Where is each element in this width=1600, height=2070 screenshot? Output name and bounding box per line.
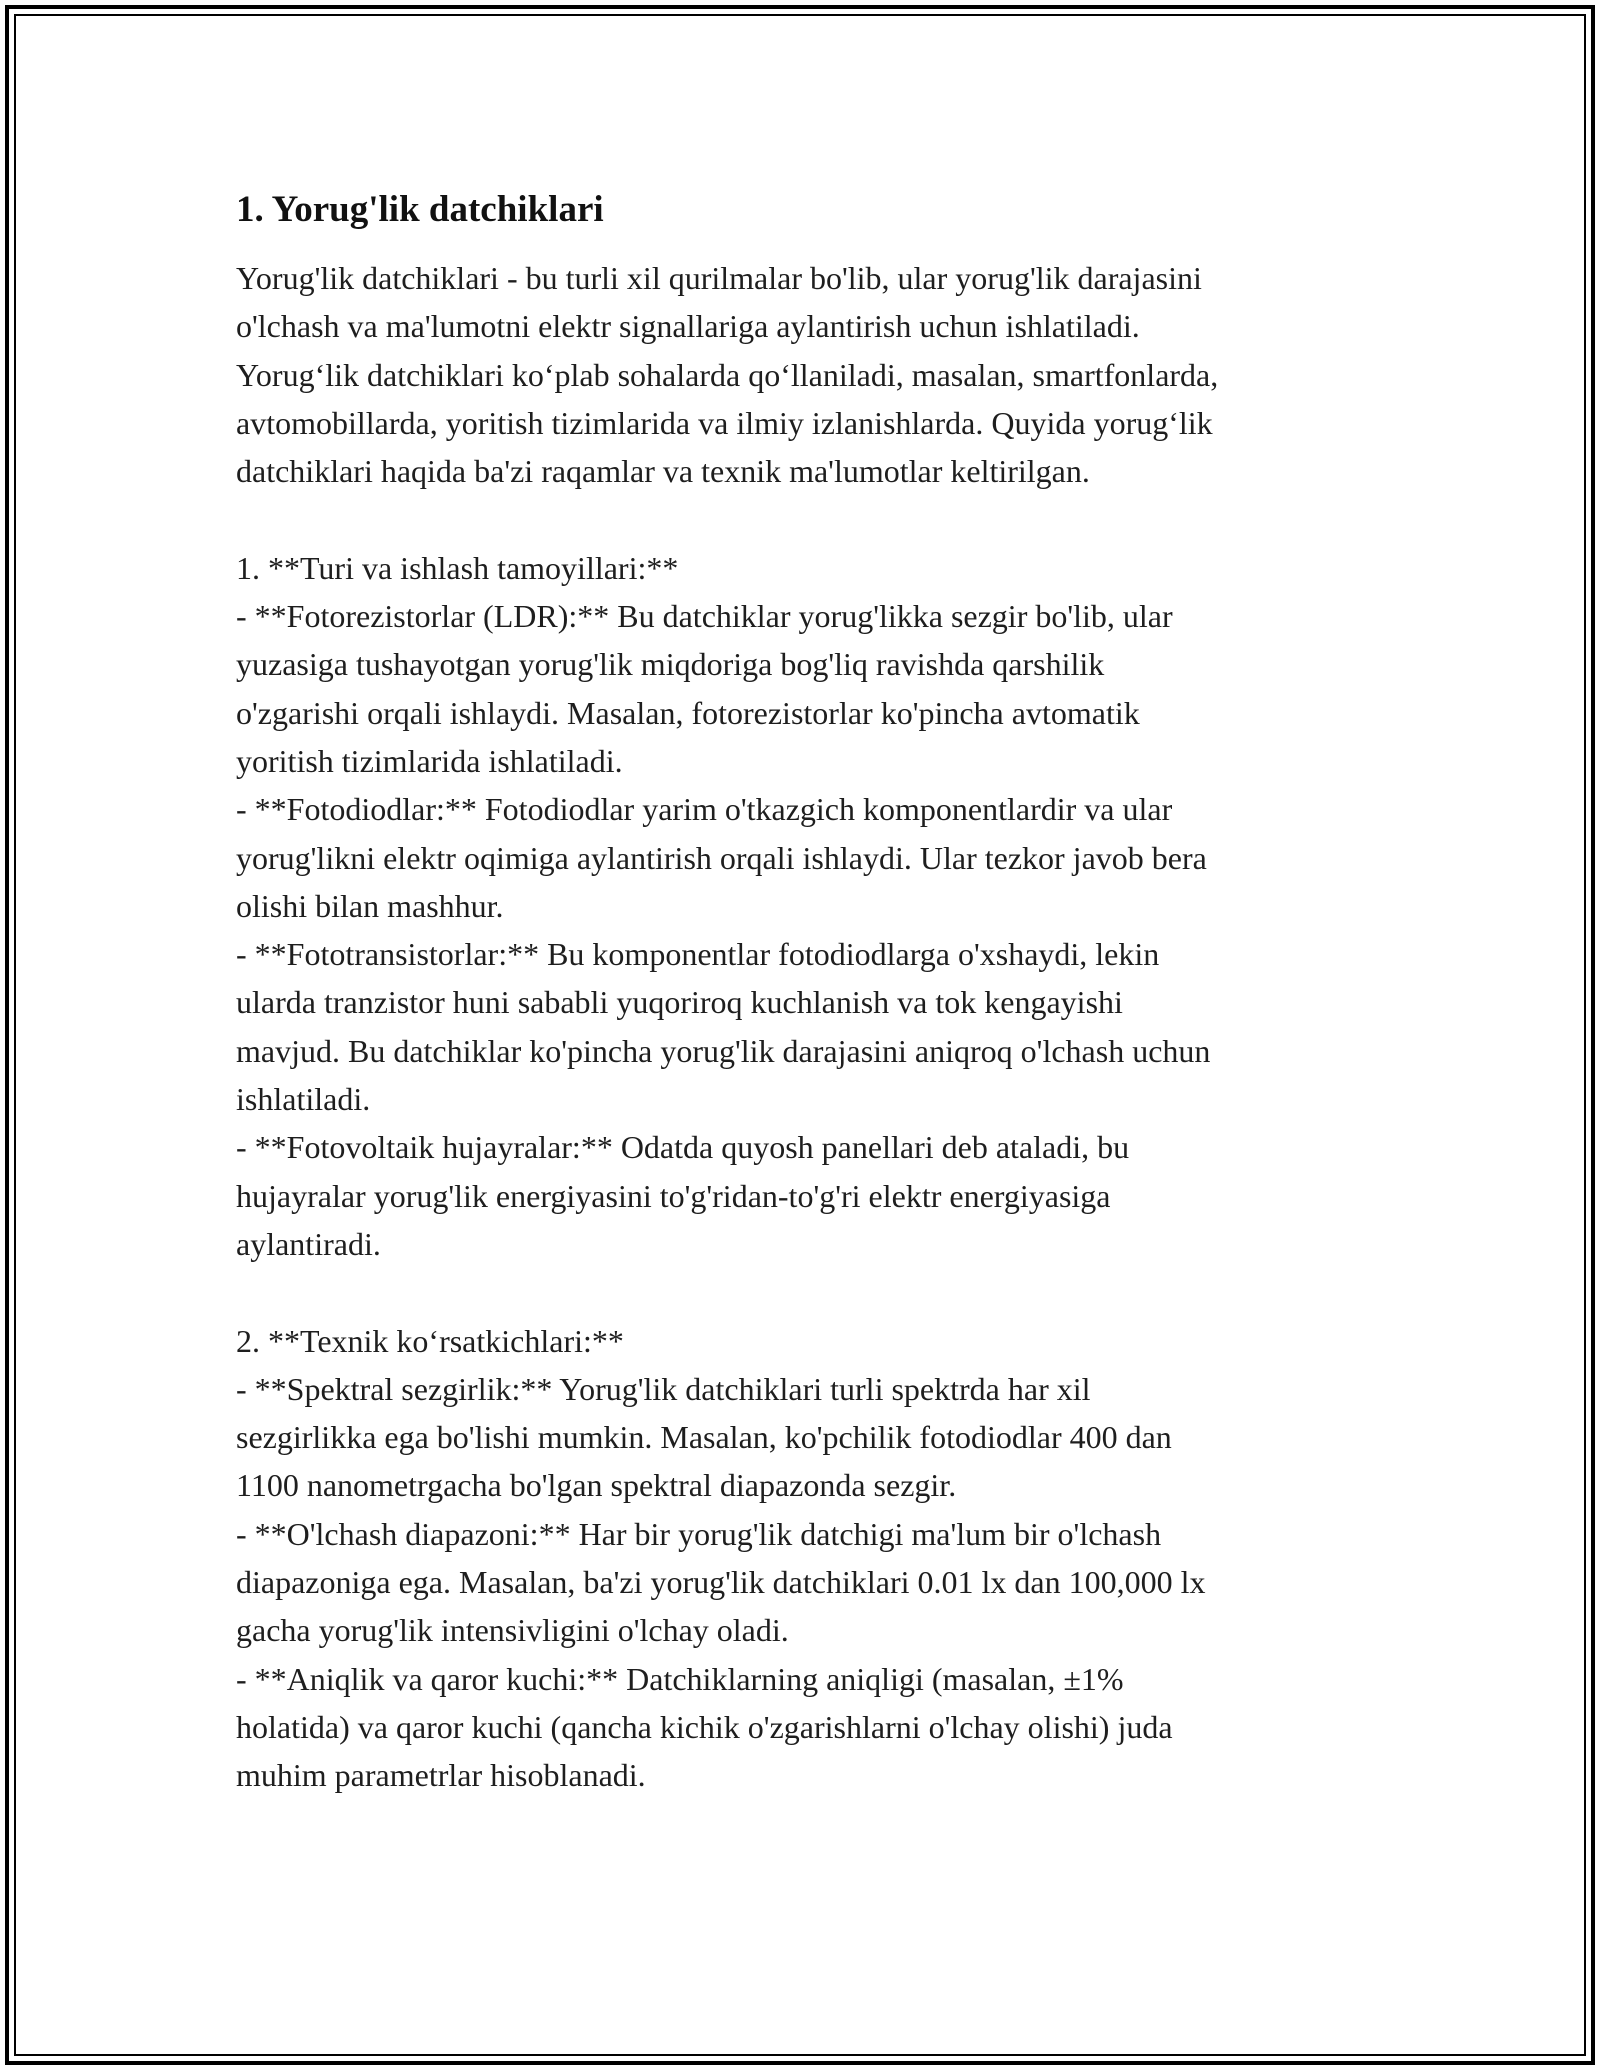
section-technical-specs: 2. **Texnik ko‘rsatkichlari:** - **Spektral sezgirlik:** Yorug'lik datchiklari turli spektrda har xil sezgirlikka ega bo'lishi mumkin. Masalan, ko'pchilik fotodiodlar 400 dan 1100 nanometrgacha bo'lgan spektral diapazonda sezgir. - **O'lchash diapazoni:** Har bir yorug'lik datchigi ma'lum bir o'lchash diapazoniga ega. Masalan, ba'zi yorug'lik datchiklari 0.01 lx dan 100,000 lx gacha yorug'lik intensivligini o'lchay oladi. - **Aniqlik va qaror kuchi:** Datchiklarning aniqligi (masalan, ±1% holatida) va qaror kuchi (qancha kichik o'zgarishlarni o'lchay olishi) juda muhim parametrlar hisoblanadi. — [236, 1322, 1206, 1794]
paragraph-spacer — [236, 495, 1376, 543]
document-title: 1. Yorug'lik datchiklari — [236, 189, 604, 230]
section-types-principles: 1. **Turi va ishlash tamoyillari:** - **Fotorezistorlar (LDR):** Bu datchiklar yorug'likka sezgir bo'lib, ular yuzasiga tushayotgan yorug'lik miqdoriga bog'liq ravishda qarshilik o'zgarishi orqali ishlaydi. Masalan, fotorezistorlar ko'pincha avtomatik yoritish tizimlarida ishlatiladi. - **Fotodiodlar:** Fotodiodlar yarim o'tkazgich komponentlardir va ular yorug'likni elektr oqimiga aylantirish orqali ishlaydi. Ular tezkor javob bera olishi bilan mashhur. - **Fototransistorlar:** Bu komponentlar fotodiodlarga o'xshaydi, lekin ularda tranzistor huni sababli yuqoriroq kuchlanish va tok kengayishi mavjud. Bu datchiklar ko'pincha yorug'lik darajasini aniqroq o'lchash uchun ishlatiladi. - **Fotovoltaik hujayralar:** Odatda quyosh panellari deb ataladi, bu hujayralar yorug'lik energiyasini to'g'ridan-to'g'ri elektr energiyasiga aylantiradi. — [236, 549, 1211, 1262]
document-body — [236, 188, 1376, 1800]
intro-paragraph: Yorug'lik datchiklari - bu turli xil qurilmalar bo'lib, ular yorug'lik darajasini o'lchash va ma'lumotni elektr signallariga aylantirish uchun ishlatiladi. Yorug‘lik datchiklari ko‘plab sohalarda qo‘llaniladi, masalan, smartfonlarda, avtomobillarda, yoritish tizimlarida va ilmiy izlanishlarda. Quyida yorug‘lik datchiklari haqida ba'zi raqamlar va texnik ma'lumotlar keltirilgan. — [236, 260, 1219, 490]
paragraph-spacer — [236, 1268, 1376, 1316]
